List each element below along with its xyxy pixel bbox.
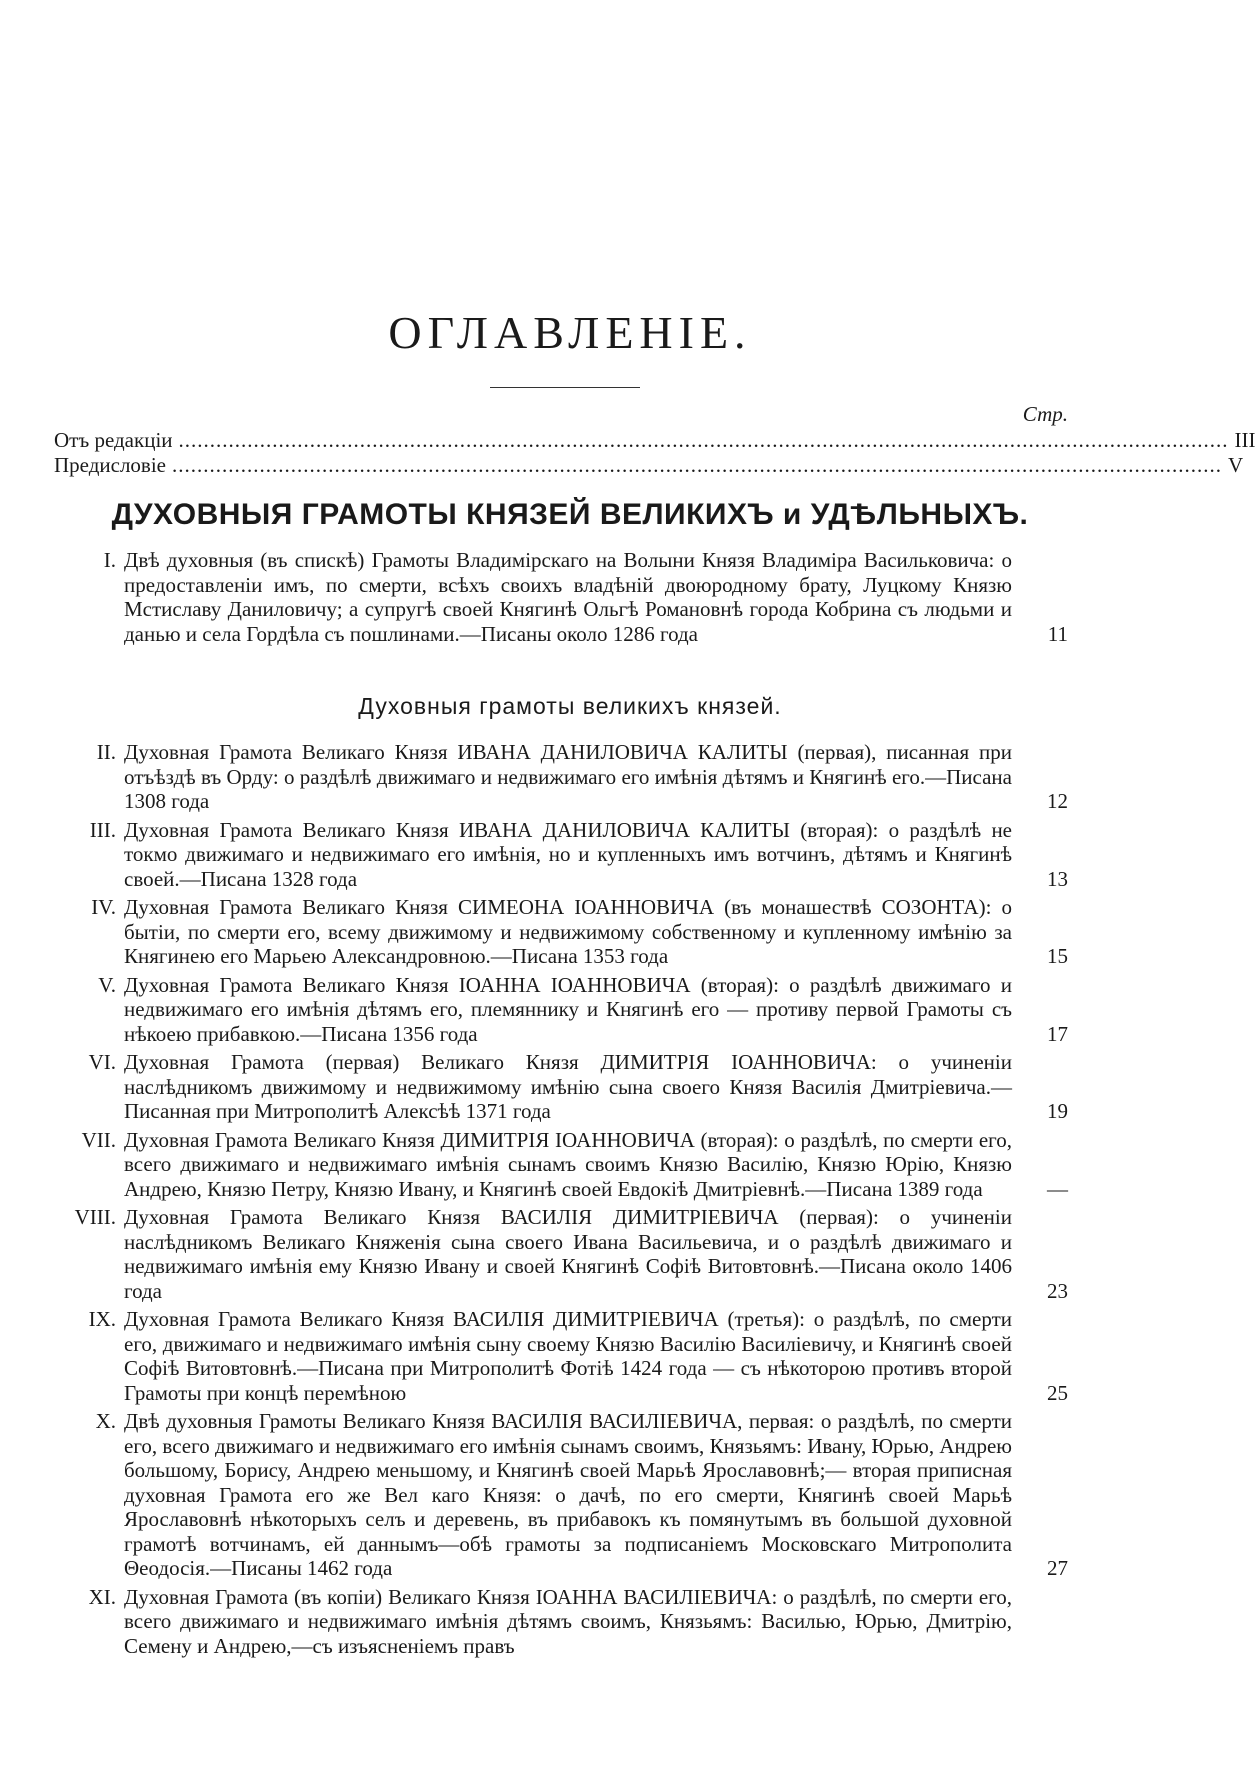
front-matter-page: III — [1234, 428, 1256, 452]
sub-section-heading: Духовныя грамоты великихъ князей. — [358, 693, 782, 719]
entry-text: Духовная Грамота Великаго Князя ВАСИЛІЯ ДИМИТРІЕВИЧА (третья): о раздѣлѣ, по смерти его, движимаго и недвижимаго имѣнія сыну своему Князю Василію Василіевичу, и Княгинѣ своей Софіѣ Витовтовнѣ.—Писана при Митрополитѣ Фотіѣ 1424 года — съ нѣкоторою противъ второй Грамоты при концѣ перемѣною — [124, 1307, 1012, 1405]
toc-entry — [40, 1307, 1068, 1405]
toc-entry — [40, 1585, 1068, 1659]
entry-text: Духовная Грамота Великаго Князя ВАСИЛІЯ ДИМИТРІЕВИЧА (первая): о учиненіи наслѣдникомъ Великаго Княженія сына своего Ивана Васильевича, и о раздѣлѣ движимаго и недвижимаго имѣнія ему Князю Ивану и своей Княгинѣ Софіѣ Витовтовнѣ.—Писана около 1406 года — [124, 1205, 1012, 1303]
toc-entry — [40, 548, 1068, 646]
entry-text: Духовная Грамота (въ копіи) Великаго Князя ІОАННА ВАСИЛІЕВИЧА: о раздѣлѣ, по смерти его, всего движимаго и недвижимаго имѣнія дѣтямъ своимъ, Князьямъ: Василью, Юрью, Дмитрію, Семену и Андрею,—съ изъясненіемъ правъ — [124, 1584, 1012, 1658]
entry-number: IX. — [88, 1307, 116, 1331]
entry-number: II. — [96, 740, 116, 764]
front-matter-row — [54, 453, 1244, 478]
entry-page: 13 — [1047, 866, 1068, 891]
entry-text: Двѣ духовныя (въ спискѣ) Грамоты Владимірскаго на Волыни Князя Владиміра Васильковича: о предоставленіи имъ, по смерти, всѣхъ своихъ владѣній двоюродному брату, Луцкому Князю Мстиславу Даниловичу; а супругѣ своей Княгинѣ Ольгѣ Романовнѣ города Кобрина съ людьми и данью и села Гордѣла съ пошлинами.—Писаны около 1286 года — [124, 548, 1012, 646]
entry-number: X. — [95, 1409, 116, 1433]
entry-text: Духовная Грамота (первая) Великаго Князя ДИМИТРІЯ ІОАННОВИЧА: о учиненіи наслѣдникомъ движимому и недвижимому имѣнію сына своего Князя Василія Дмитріевича.—Писанная при Митрополитѣ Алексѣѣ 1371 года — [124, 1050, 1012, 1123]
front-matter-label: Предисловіе — [54, 453, 167, 477]
entry-page: 17 — [1047, 1021, 1068, 1046]
title-rule — [490, 387, 640, 388]
toc-entry — [40, 1050, 1068, 1124]
entry-text: Двѣ духовныя Грамоты Великаго Князя ВАСИЛІЯ ВАСИЛІЕВИЧА, первая: о раздѣлѣ, по смерти его, всего движимаго и недвижимаго его имѣнія сынамъ своимъ, Князьямъ: Ивану, Юрью, Андрею большому, Борису, Андрею меньшому, и Княгинѣ своей Марьѣ Ярославовнѣ;— вторая приписная духовная Грамота его же Вел каго Князя: о дачѣ, по его смерти, Княгинѣ своей Марьѣ Ярославовнѣ нѣкоторыхъ селъ и деревень, въ прибавокъ къ помянутымъ въ большой духовной грамотѣ вотчинамъ, ей даннымъ—обѣ грамоты за подписаніемъ Московскаго Митрополита Θеодосія.—Писаны 1462 года — [124, 1409, 1012, 1580]
leader-dots: ........................................................................................................................................................................ — [172, 453, 1223, 477]
page-column-label: Стр. — [1022, 402, 1068, 426]
entry-page: 15 — [1047, 944, 1068, 968]
entry-number: VIII. — [74, 1205, 116, 1229]
toc-entry — [40, 740, 1068, 814]
entry-page: 23 — [1047, 1278, 1068, 1303]
entry-number: VI. — [88, 1050, 116, 1074]
front-matter-label: Отъ редакціи — [54, 428, 173, 452]
toc-entry — [40, 1409, 1068, 1581]
entry-list-2 — [40, 740, 1068, 1662]
main-section-heading: ДУХОВНЫЯ ГРАМОТЫ КНЯЗЕЙ ВЕЛИКИХЪ и УДѢЛЬНЫХЪ. — [111, 498, 1029, 531]
entry-number: III. — [89, 817, 116, 842]
toc-entry — [40, 1128, 1068, 1202]
entry-page: — — [1047, 1176, 1068, 1201]
entry-list-1 — [40, 548, 1068, 650]
entry-text: Духовная Грамота Великаго Князя СИМЕОНА ІОАННОВИЧА (въ монашествѣ СОЗОНТА): о бытіи, по смерти его, всему движимому и недвижимому собственному и купленному имѣнію за Княгинею его Марьею Александровною.—Писана 1353 года — [124, 895, 1012, 968]
toc-entry — [40, 1205, 1068, 1303]
entry-page: 25 — [1047, 1380, 1068, 1405]
toc-entry — [40, 973, 1068, 1047]
toc-entry — [40, 895, 1068, 969]
entry-text: Духовная Грамота Великаго Князя ІОАННА ІОАННОВИЧА (вторая): о раздѣлѣ движимаго и недвижимаго его имѣнія дѣтямъ его, племяннику и Княгинѣ его — противу первой Грамоты съ нѣкоею прибавкою.—Писана 1356 года — [124, 972, 1012, 1046]
front-matter-row — [54, 428, 1256, 453]
entry-number: XI. — [88, 1584, 116, 1609]
entry-number: VII. — [81, 1127, 116, 1152]
page-title: ОГЛАВЛЕНІЕ. — [388, 307, 752, 358]
entry-page: 19 — [1047, 1099, 1068, 1123]
toc-entry — [40, 818, 1068, 892]
front-matter-page: V — [1228, 453, 1244, 477]
entry-number: IV. — [91, 895, 116, 919]
entry-page: 12 — [1047, 789, 1068, 813]
front-matter — [54, 428, 1256, 478]
entry-text: Духовная Грамота Великаго Князя ИВАНА ДАНИЛОВИЧА КАЛИТЫ (первая), писанная при отъѣздѣ въ Орду: о раздѣлѣ движимаго и недвижимаго его имѣнія дѣтямъ и Княгинѣ его.—Писана 1308 года — [124, 740, 1012, 813]
entry-number: I. — [103, 548, 116, 572]
entry-number: V. — [98, 972, 116, 997]
entry-page: 11 — [1047, 621, 1068, 646]
leader-dots: ........................................................................................................................................................................ — [178, 428, 1229, 452]
entry-page: 27 — [1047, 1556, 1068, 1580]
entry-text: Духовная Грамота Великаго Князя ИВАНА ДАНИЛОВИЧА КАЛИТЫ (вторая): о раздѣлѣ не токмо движимаго и недвижимаго его имѣнія, но и купленныхъ имъ вотчинъ, дѣтямъ и Княгинѣ своей.—Писана 1328 года — [124, 817, 1012, 891]
entry-text: Духовная Грамота Великаго Князя ДИМИТРІЯ ІОАННОВИЧА (вторая): о раздѣлѣ, по смерти его, всего движимаго и недвижимаго имѣнія сынамъ своимъ Князю Василію, Князю Юрію, Князю Андрею, Князю Петру, Князю Ивану, и Княгинѣ своей Евдокіѣ Дмитріевнѣ.—Писана 1389 года — [124, 1127, 1012, 1201]
